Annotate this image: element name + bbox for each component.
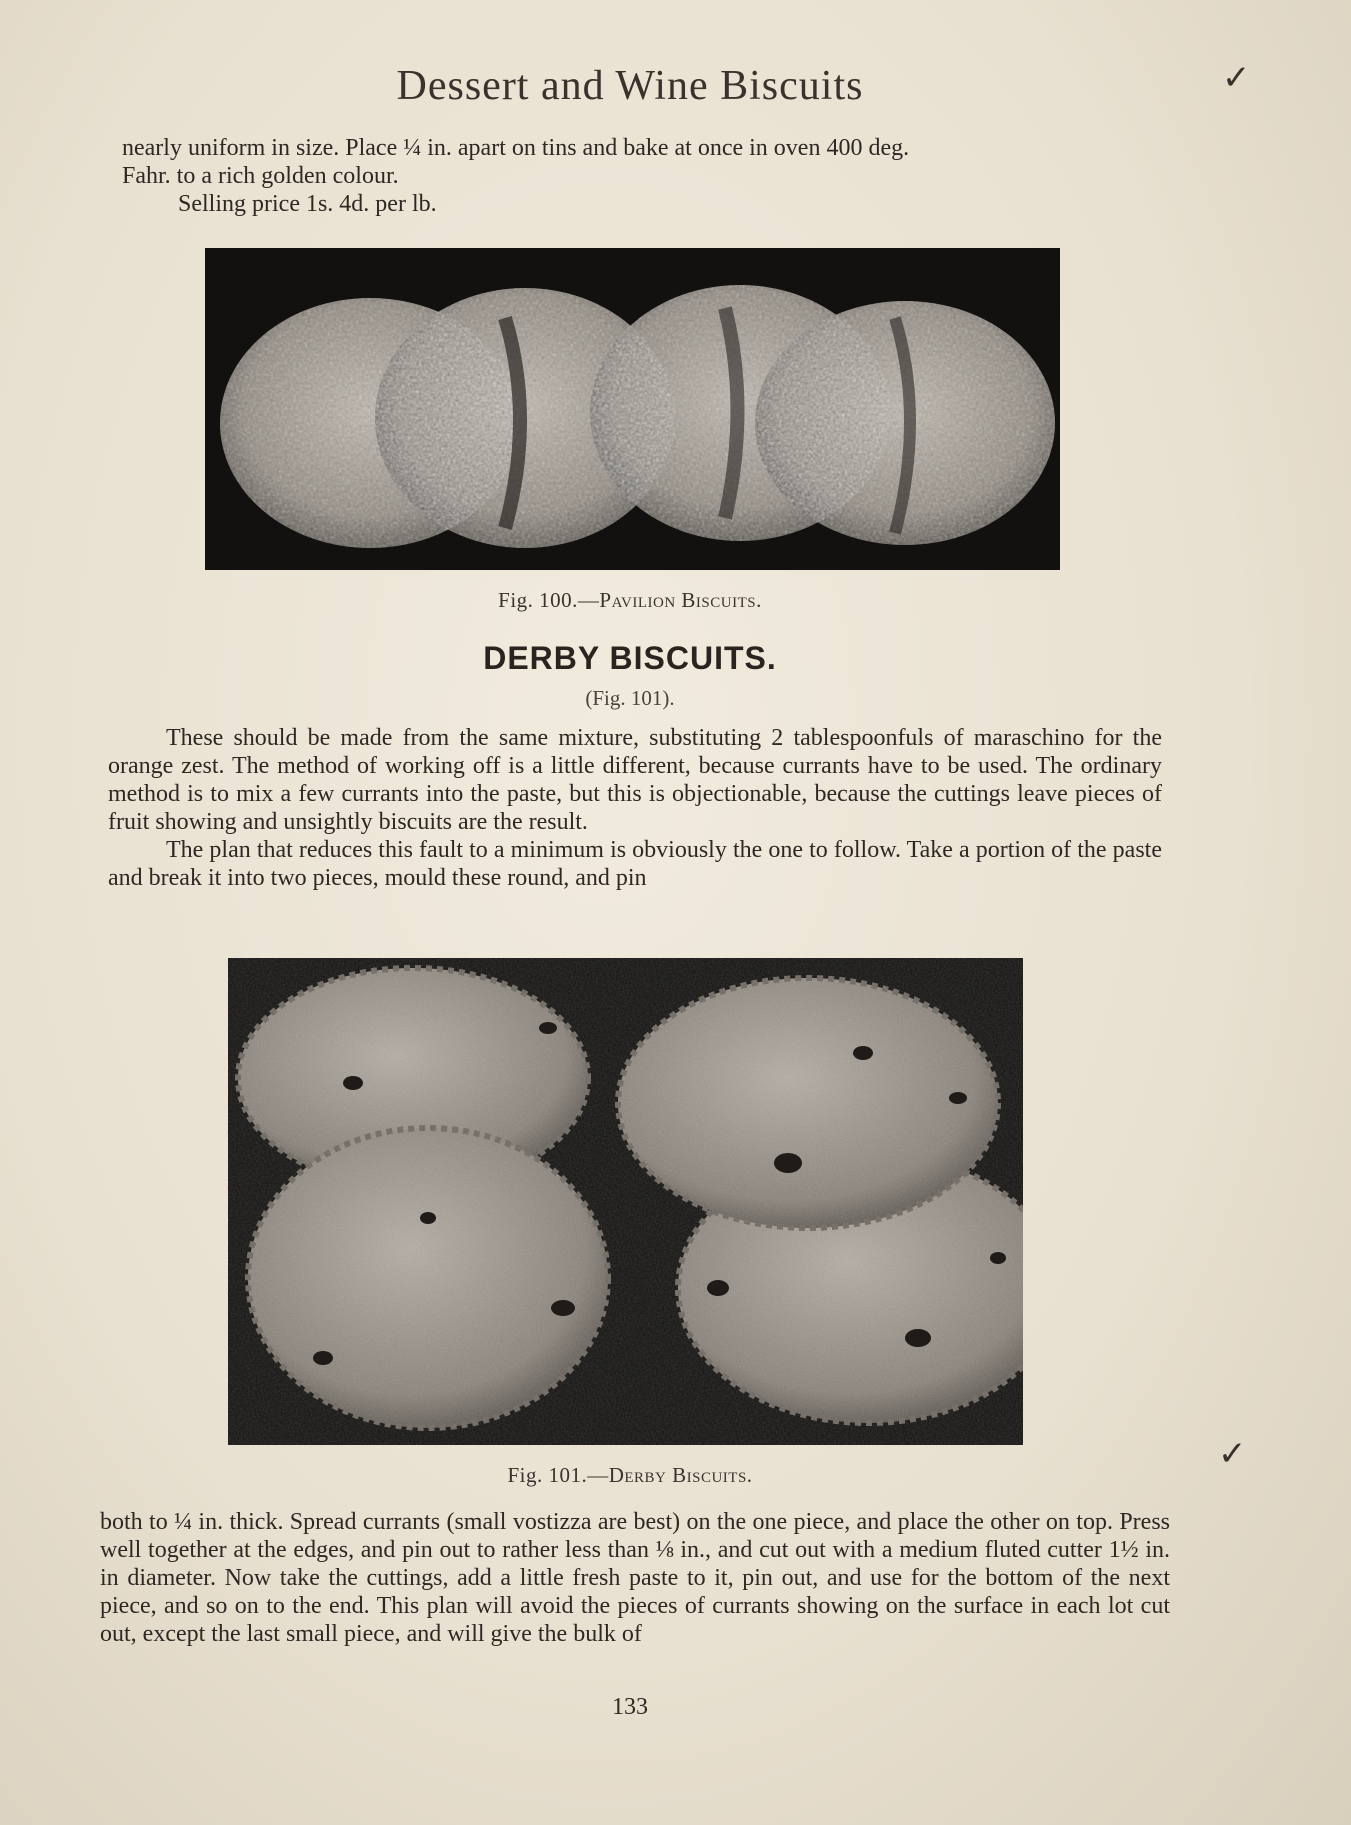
- figure-title: Derby Biscuits.: [608, 1463, 753, 1487]
- paragraph: These should be made from the same mixture, substituting 2 tablespoonfuls of maraschino for the orange zest. The method of working off is a little different, because currants have to be used. The ordinary method is to mix a few currants into the paste, but this is objectionable, because the cuttings leave pieces of fruit showing and unsightly biscuits are the result.: [108, 725, 1162, 835]
- margin-check-mark: ✓: [1218, 1434, 1247, 1474]
- figure-label: Fig. 101.—: [507, 1463, 609, 1487]
- running-head: Dessert and Wine Biscuits: [396, 63, 864, 109]
- figure-reference: (Fig. 101).: [585, 686, 675, 710]
- pavilion-biscuits-photo: [205, 248, 1060, 570]
- page-number: 133: [612, 1694, 648, 1720]
- paragraph: The plan that reduces this fault to a minimum is obviously the one to follow. Take a portion of the paste and break it into two pieces, mould these round, and pin: [108, 837, 1162, 891]
- figure-title: Pavilion Biscuits.: [599, 588, 762, 612]
- derby-biscuits-photo: [228, 958, 1023, 1445]
- continued-paragraph: [122, 134, 1152, 218]
- figure-label: Fig. 100.—: [498, 588, 600, 612]
- figure-caption: [0, 588, 1260, 613]
- figure-caption: [0, 1463, 1260, 1488]
- section-heading: DERBY BISCUITS.: [483, 640, 777, 676]
- margin-check-mark: ✓: [1222, 58, 1251, 98]
- continued-paragraph: both to ¼ in. thick. Spread currants (small vostizza are best) on the one piece, and place the other on top. Press well together at the edges, and pin out to rather less than ⅛ in., and cut out with a medium fluted cutter 1½ in. in diameter. Now take the cuttings, add a little fresh paste to it, pin out, and use for the bottom of the next piece, and so on to the end. This plan will avoid the pieces of currants showing on the surface in each lot cut out, except the last small piece, and will give the bulk of: [100, 1509, 1170, 1647]
- derby-recipe-text: [108, 724, 1162, 892]
- text-line: nearly uniform in size. Place ¼ in. apart on tins and bake at once in oven 400 deg.: [122, 135, 910, 161]
- text-line: Fahr. to a rich golden colour.: [122, 163, 399, 189]
- selling-price-line: Selling price 1s. 4d. per lb.: [178, 191, 437, 217]
